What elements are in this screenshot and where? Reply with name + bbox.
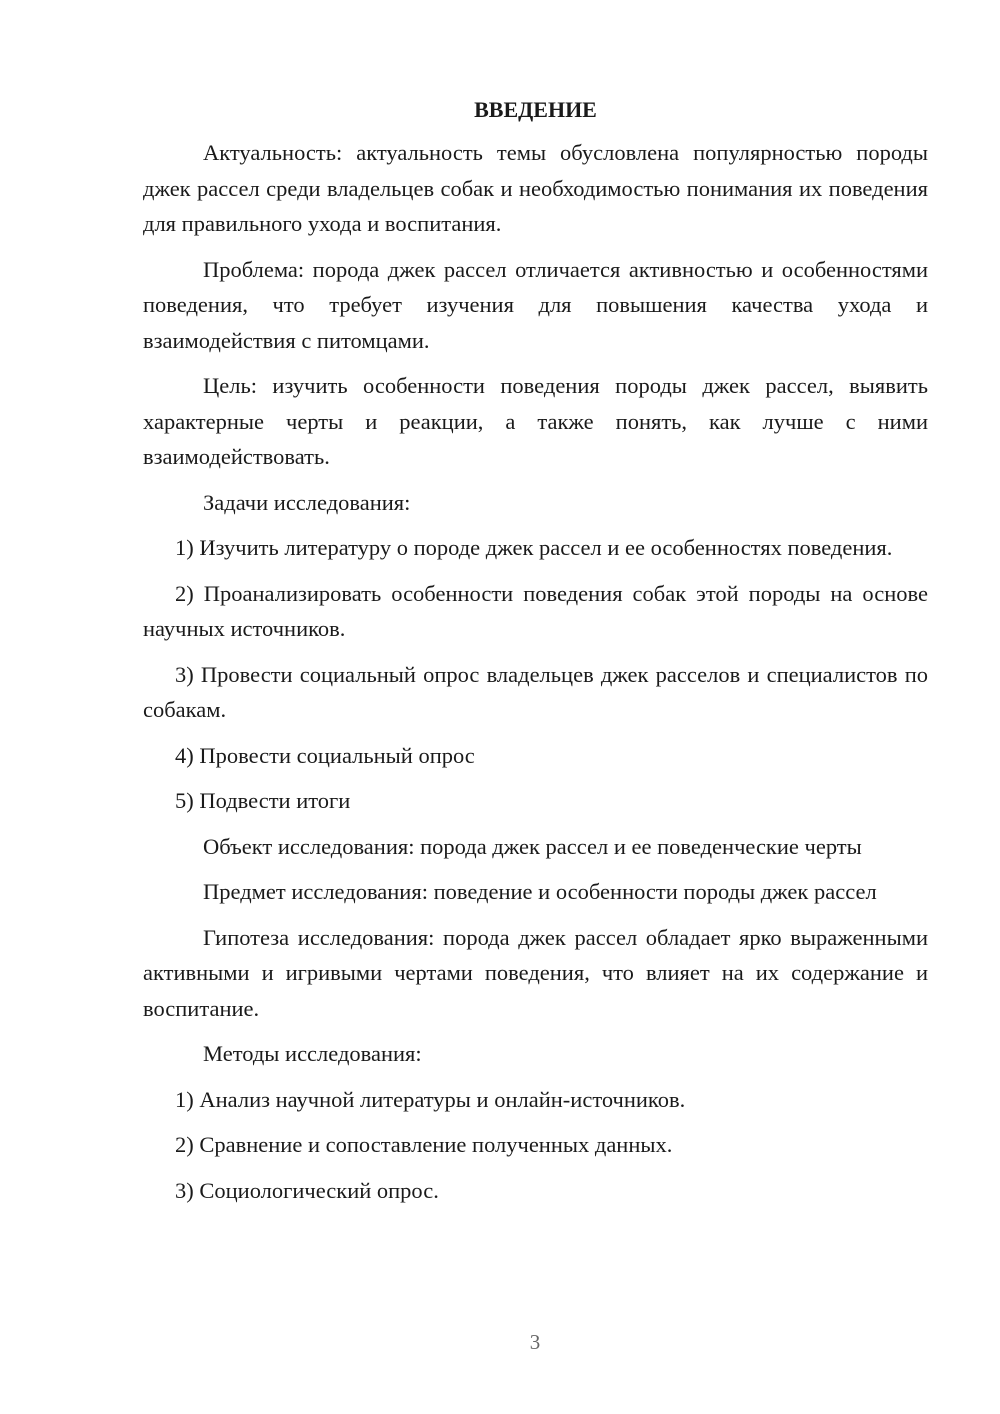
list-item: 1) Анализ научной литературы и онлайн-источников. [175, 1086, 686, 1112]
list-item: 5) Подвести итоги [175, 788, 351, 813]
paragraph: Проблема: порода джек рассел отличается активностью и особенностями поведения, что требует изучения для повышения качества ухода и взаимодействия с питомцами. [143, 256, 928, 353]
document-page [143, 95, 928, 1218]
list-item: 1) Изучить литературу о породе джек рассел и ее особенностях поведения. [175, 535, 893, 560]
list-item: 2) Сравнение и сопоставление полученных данных. [175, 1132, 673, 1157]
paragraph: Предмет исследования: поведение и особенности породы джек рассел [203, 879, 877, 904]
page-number: 3 [529, 1330, 541, 1354]
paragraph: Гипотеза исследования: порода джек рассел обладает ярко выраженными активными и игривыми чертами поведения, что влияет на их содержание и воспитание. [143, 924, 928, 1021]
paragraph: Цель: изучить особенности поведения породы джек рассел, выявить характерные черты и реакции, а также понять, как лучше с ними взаимодействовать. [143, 373, 928, 469]
paragraph: Объект исследования: порода джек рассел и ее поведенческие черты [203, 833, 862, 859]
paragraph: Методы исследования: [203, 1041, 422, 1066]
list-item: 3) Социологический опрос. [175, 1177, 439, 1203]
paragraph: Задачи исследования: [203, 489, 411, 515]
list-item: 2) Проанализировать особенности поведения собак этой породы на основе научных источников. [143, 580, 928, 641]
section-title: ВВЕДЕНИЕ [474, 97, 597, 122]
paragraph: Актуальность: актуальность темы обусловлена популярностью породы джек рассел среди владельцев собак и необходимостью понимания их поведения для правильного ухода и воспитания. [143, 140, 928, 236]
list-item: 4) Провести социальный опрос [175, 742, 475, 768]
list-item: 3) Провести социальный опрос владельцев джек расселов и специалистов по собакам. [143, 661, 928, 722]
document-body [143, 135, 928, 1208]
